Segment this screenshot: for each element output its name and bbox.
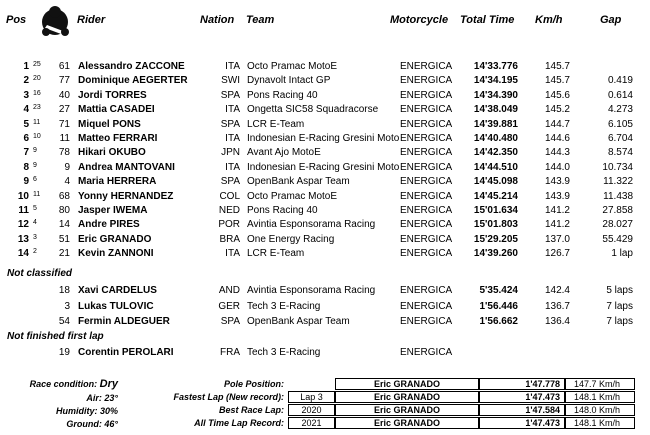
record-rider: Eric GRANADO: [335, 404, 479, 416]
speed-kmh: 144.0: [544, 161, 570, 173]
motorcycle: ENERGICA: [400, 118, 453, 130]
speed-kmh: 144.3: [544, 147, 570, 159]
result-row: [0, 204, 650, 219]
rider-number: 4: [64, 176, 70, 188]
total-time: 14'38.049: [473, 104, 518, 116]
gap: 27.858: [602, 205, 633, 216]
speed-kmh: 145.2: [544, 104, 570, 116]
nation: ITA: [225, 104, 240, 116]
not-finished-heading: Not finished first lap: [7, 331, 104, 342]
position: 7: [23, 147, 29, 159]
result-row: [0, 74, 650, 89]
grid-position: 20: [33, 75, 41, 83]
speed-kmh: 141.2: [544, 205, 570, 216]
motorcycle: ENERGICA: [400, 285, 453, 296]
rider-number: 40: [58, 89, 70, 101]
not-finished-row: [0, 346, 650, 361]
gap: 6.704: [607, 133, 633, 144]
position: 4: [23, 104, 29, 116]
motorcycle: ENERGICA: [400, 75, 453, 87]
speed-kmh: 143.9: [544, 176, 570, 188]
motorcycle: ENERGICA: [400, 161, 453, 173]
record-label: Best Race Lap:: [218, 405, 284, 415]
position: 3: [23, 89, 29, 101]
total-time: 5'35.424: [479, 285, 518, 296]
header-team: Team: [246, 14, 275, 26]
rider-number: 54: [58, 316, 70, 327]
gap: 8.574: [607, 147, 633, 159]
result-row: [0, 103, 650, 118]
record-rider: Eric GRANADO: [335, 391, 479, 403]
total-time: 14'34.390: [473, 89, 518, 101]
rider-name: Jordi TORRES: [78, 89, 147, 101]
nation: SPA: [220, 316, 240, 327]
total-time: 14'42.350: [473, 147, 518, 159]
grid-position: 9: [33, 161, 37, 169]
record-speed: 148.1 Km/h: [565, 391, 635, 403]
race-condition: [0, 378, 118, 390]
motorcycle: ENERGICA: [400, 89, 453, 101]
position: 5: [23, 118, 29, 130]
result-row: [0, 190, 650, 205]
nation: AND: [218, 285, 240, 296]
record-time: 1'47.473: [479, 417, 565, 429]
rider-name: Mattia CASADEI: [78, 104, 155, 116]
rider-number: 14: [58, 219, 70, 231]
total-time: 14'40.480: [473, 133, 518, 144]
nation: NED: [218, 205, 240, 216]
speed-kmh: 143.9: [544, 190, 570, 202]
total-time: 1'56.662: [479, 316, 518, 327]
motorcycle: ENERGICA: [400, 205, 453, 216]
rider-number: 3: [64, 300, 70, 312]
air-label: Air:: [86, 393, 102, 403]
gap: 5 laps: [606, 285, 633, 296]
nation: COL: [219, 190, 240, 202]
header-kmh: Km/h: [535, 14, 563, 26]
header-nation: Nation: [200, 14, 235, 26]
nation: BRA: [219, 233, 240, 245]
position: 14: [17, 248, 29, 260]
nation: JPN: [221, 147, 240, 159]
grid-position: 11: [33, 190, 41, 198]
total-time: 1'56.446: [479, 300, 518, 312]
grid-position: 3: [33, 233, 37, 241]
motorcycle: ENERGICA: [400, 248, 453, 260]
grid-position: 2: [33, 248, 37, 256]
speed-kmh: 145.7: [544, 61, 570, 72]
team-name: Ongetta SIC58 Squadracorse: [247, 104, 379, 116]
rider-number: 9: [64, 161, 70, 173]
team-name: Tech 3 E-Racing: [247, 347, 321, 358]
gap: 1 lap: [611, 248, 633, 260]
record-label: Fastest Lap (New record):: [173, 392, 284, 402]
not-classified-row: [0, 300, 650, 315]
rider-number: 11: [59, 133, 70, 144]
speed-kmh: 136.4: [544, 316, 570, 327]
gap: 28.027: [602, 219, 633, 231]
rider-number: 68: [58, 190, 70, 202]
motorcycle: ENERGICA: [400, 190, 453, 202]
rider-name: Dominique AEGERTER: [78, 75, 188, 87]
grid-position: 23: [33, 104, 41, 112]
speed-kmh: 144.7: [544, 118, 570, 130]
rider-name: Kevin ZANNONI: [78, 248, 154, 260]
team-name: Pons Racing 40: [247, 89, 318, 101]
motorcycle: ENERGICA: [400, 147, 453, 159]
rider-name: Maria HERRERA: [78, 176, 157, 188]
team-name: LCR E-Team: [247, 118, 305, 130]
team-name: Avintia Esponsorama Racing: [247, 285, 376, 296]
gap: 4.273: [607, 104, 633, 116]
team-name: Indonesian E-Racing Gresini Moto: [247, 133, 400, 144]
position: 2: [23, 75, 29, 87]
not-classified-row: [0, 284, 650, 299]
team-name: Pons Racing 40: [247, 205, 318, 216]
gap: 6.105: [607, 118, 633, 130]
motorcycle: ENERGICA: [400, 316, 453, 327]
gap: 55.429: [602, 233, 633, 245]
rider-name: Alessandro ZACCONE: [78, 61, 185, 72]
grid-position: 6: [33, 176, 37, 184]
motorcycle: ENERGICA: [400, 233, 453, 245]
motorcycle: ENERGICA: [400, 219, 453, 231]
position: 11: [18, 205, 29, 216]
speed-kmh: 144.6: [544, 133, 570, 144]
gap: 11.322: [603, 176, 633, 188]
team-name: LCR E-Team: [247, 248, 305, 260]
motorcycle-rider-logo-icon: [37, 3, 73, 37]
motorcycle: ENERGICA: [400, 61, 453, 72]
header-total-time: Total Time: [460, 14, 515, 26]
not-classified-row: [0, 315, 650, 330]
grid-position: 9: [33, 147, 37, 155]
rider-name: Jasper IWEMA: [78, 205, 148, 216]
total-time: 14'44.510: [473, 161, 518, 173]
rider-number: 27: [58, 104, 70, 116]
team-name: Octo Pramac MotoE: [247, 61, 338, 72]
rider-name: Matteo FERRARI: [78, 133, 158, 144]
result-row: [0, 247, 650, 262]
nation: SPA: [220, 118, 240, 130]
speed-kmh: 142.4: [544, 285, 570, 296]
motorcycle: ENERGICA: [400, 176, 453, 188]
team-name: One Energy Racing: [247, 233, 335, 245]
rider-name: Andre PIRES: [78, 219, 140, 231]
speed-kmh: 145.6: [544, 89, 570, 101]
gap: 10.734: [602, 161, 633, 173]
rider-number: 78: [58, 147, 70, 159]
team-name: Dynavolt Intact GP: [247, 75, 331, 87]
result-row: [0, 132, 650, 147]
not-classified-heading: Not classified: [7, 268, 73, 279]
position: 1: [23, 61, 29, 72]
gap: 11.438: [603, 190, 633, 202]
header-motorcycle: Motorcycle: [390, 14, 449, 26]
rider-name: Andrea MANTOVANI: [78, 161, 175, 173]
record-info: 2021: [288, 417, 335, 429]
position: 12: [17, 219, 29, 231]
record-rider: Eric GRANADO: [335, 417, 479, 429]
rider-number: 61: [58, 61, 70, 72]
rider-name: Hikari OKUBO: [78, 147, 146, 159]
record-time: 1'47.778: [479, 378, 565, 390]
team-name: OpenBank Aspar Team: [247, 176, 350, 188]
race-condition-value: Dry: [99, 378, 118, 390]
speed-kmh: 141.2: [544, 219, 570, 231]
grid-position: 4: [33, 219, 37, 227]
total-time: 14'45.098: [473, 176, 518, 188]
result-row: [0, 118, 650, 133]
ground-label: Ground:: [66, 419, 102, 429]
rider-number: 71: [58, 118, 70, 130]
rider-number: 19: [58, 347, 70, 358]
nation: ITA: [225, 248, 240, 260]
rider-number: 18: [58, 285, 70, 296]
humidity-label: Humidity:: [55, 406, 98, 416]
speed-kmh: 136.7: [544, 300, 570, 312]
team-name: OpenBank Aspar Team: [247, 316, 350, 327]
rider-name: Miquel PONS: [78, 118, 141, 130]
speed-kmh: 126.7: [544, 248, 570, 260]
rider-name: Yonny HERNANDEZ: [78, 190, 174, 202]
total-time: 14'33.776: [473, 61, 518, 72]
record-rider: Eric GRANADO: [335, 378, 479, 390]
team-name: Avintia Esponsorama Racing: [247, 219, 376, 231]
team-name: Indonesian E-Racing Gresini Moto: [247, 161, 400, 173]
result-row: [0, 175, 650, 190]
rider-name: Eric GRANADO: [78, 233, 152, 245]
position: 13: [17, 233, 29, 245]
result-row: [0, 146, 650, 161]
grid-position: 11: [33, 118, 41, 126]
motorcycle: ENERGICA: [400, 347, 453, 358]
nation: SWI: [221, 75, 240, 87]
race-condition-label: Race condition:: [29, 379, 98, 389]
nation: POR: [218, 219, 240, 231]
air-value: 23°: [104, 393, 118, 403]
rider-name: Lukas TULOVIC: [78, 300, 154, 312]
position: 9: [23, 176, 29, 188]
result-row: [0, 60, 650, 75]
rider-name: Fermin ALDEGUER: [78, 316, 170, 327]
nation: ITA: [225, 133, 240, 144]
nation: ITA: [225, 61, 240, 72]
result-row: [0, 218, 650, 233]
header-pos: Pos: [6, 14, 27, 26]
record-label: Pole Position:: [223, 379, 284, 389]
nation: SPA: [220, 176, 240, 188]
record-speed: 148.0 Km/h: [565, 404, 635, 416]
header-rider: Rider: [77, 14, 106, 26]
rider-name: Xavi CARDELUS: [78, 285, 157, 296]
gap: 7 laps: [606, 316, 633, 327]
humidity-value: 30%: [99, 406, 118, 416]
ground-temp: [0, 419, 118, 429]
record-speed: 147.7 Km/h: [565, 378, 635, 390]
record-time: 1'47.473: [479, 391, 565, 403]
record-time: 1'47.584: [479, 404, 565, 416]
total-time: 15'29.205: [473, 233, 518, 245]
nation: GER: [218, 300, 240, 312]
motorcycle: ENERGICA: [400, 300, 453, 312]
nation: ITA: [225, 161, 240, 173]
total-time: 14'34.195: [473, 75, 518, 87]
total-time: 15'01.803: [473, 219, 518, 231]
result-row: [0, 233, 650, 248]
position: 10: [17, 190, 29, 202]
record-info: Lap 3: [288, 391, 335, 403]
header-gap: Gap: [600, 14, 622, 26]
total-time: 14'39.260: [473, 248, 518, 260]
team-name: Octo Pramac MotoE: [247, 190, 338, 202]
result-row: [0, 89, 650, 104]
rider-number: 21: [58, 248, 70, 260]
team-name: Avant Ajo MotoE: [247, 147, 321, 159]
humidity: [0, 406, 118, 416]
rider-name: Corentin PEROLARI: [78, 347, 174, 358]
gap: 0.614: [607, 89, 633, 101]
nation: FRA: [220, 347, 240, 358]
position: 6: [23, 133, 29, 144]
gap: 0.419: [607, 75, 633, 87]
position: 8: [23, 161, 29, 173]
table-header: [0, 0, 650, 38]
gap: 7 laps: [606, 300, 633, 312]
team-name: Tech 3 E-Racing: [247, 300, 321, 312]
record-speed: 148.1 Km/h: [565, 417, 635, 429]
total-time: 14'45.214: [473, 190, 518, 202]
result-row: [0, 161, 650, 176]
motorcycle: ENERGICA: [400, 133, 453, 144]
rider-number: 51: [58, 233, 70, 245]
motorcycle: ENERGICA: [400, 104, 453, 116]
grid-position: 10: [33, 133, 41, 140]
total-time: 15'01.634: [473, 205, 518, 216]
rider-number: 80: [58, 205, 70, 216]
speed-kmh: 145.7: [544, 75, 570, 87]
total-time: 14'39.881: [473, 118, 518, 130]
grid-position: 5: [33, 205, 37, 212]
grid-position: 16: [33, 89, 41, 97]
rider-number: 77: [58, 75, 70, 87]
grid-position: 25: [33, 61, 41, 68]
air-temp: [0, 393, 118, 403]
speed-kmh: 137.0: [544, 233, 570, 245]
record-info: 2020: [288, 404, 335, 416]
record-label: All Time Lap Record:: [194, 418, 284, 428]
ground-value: 46°: [104, 419, 118, 429]
nation: SPA: [220, 89, 240, 101]
